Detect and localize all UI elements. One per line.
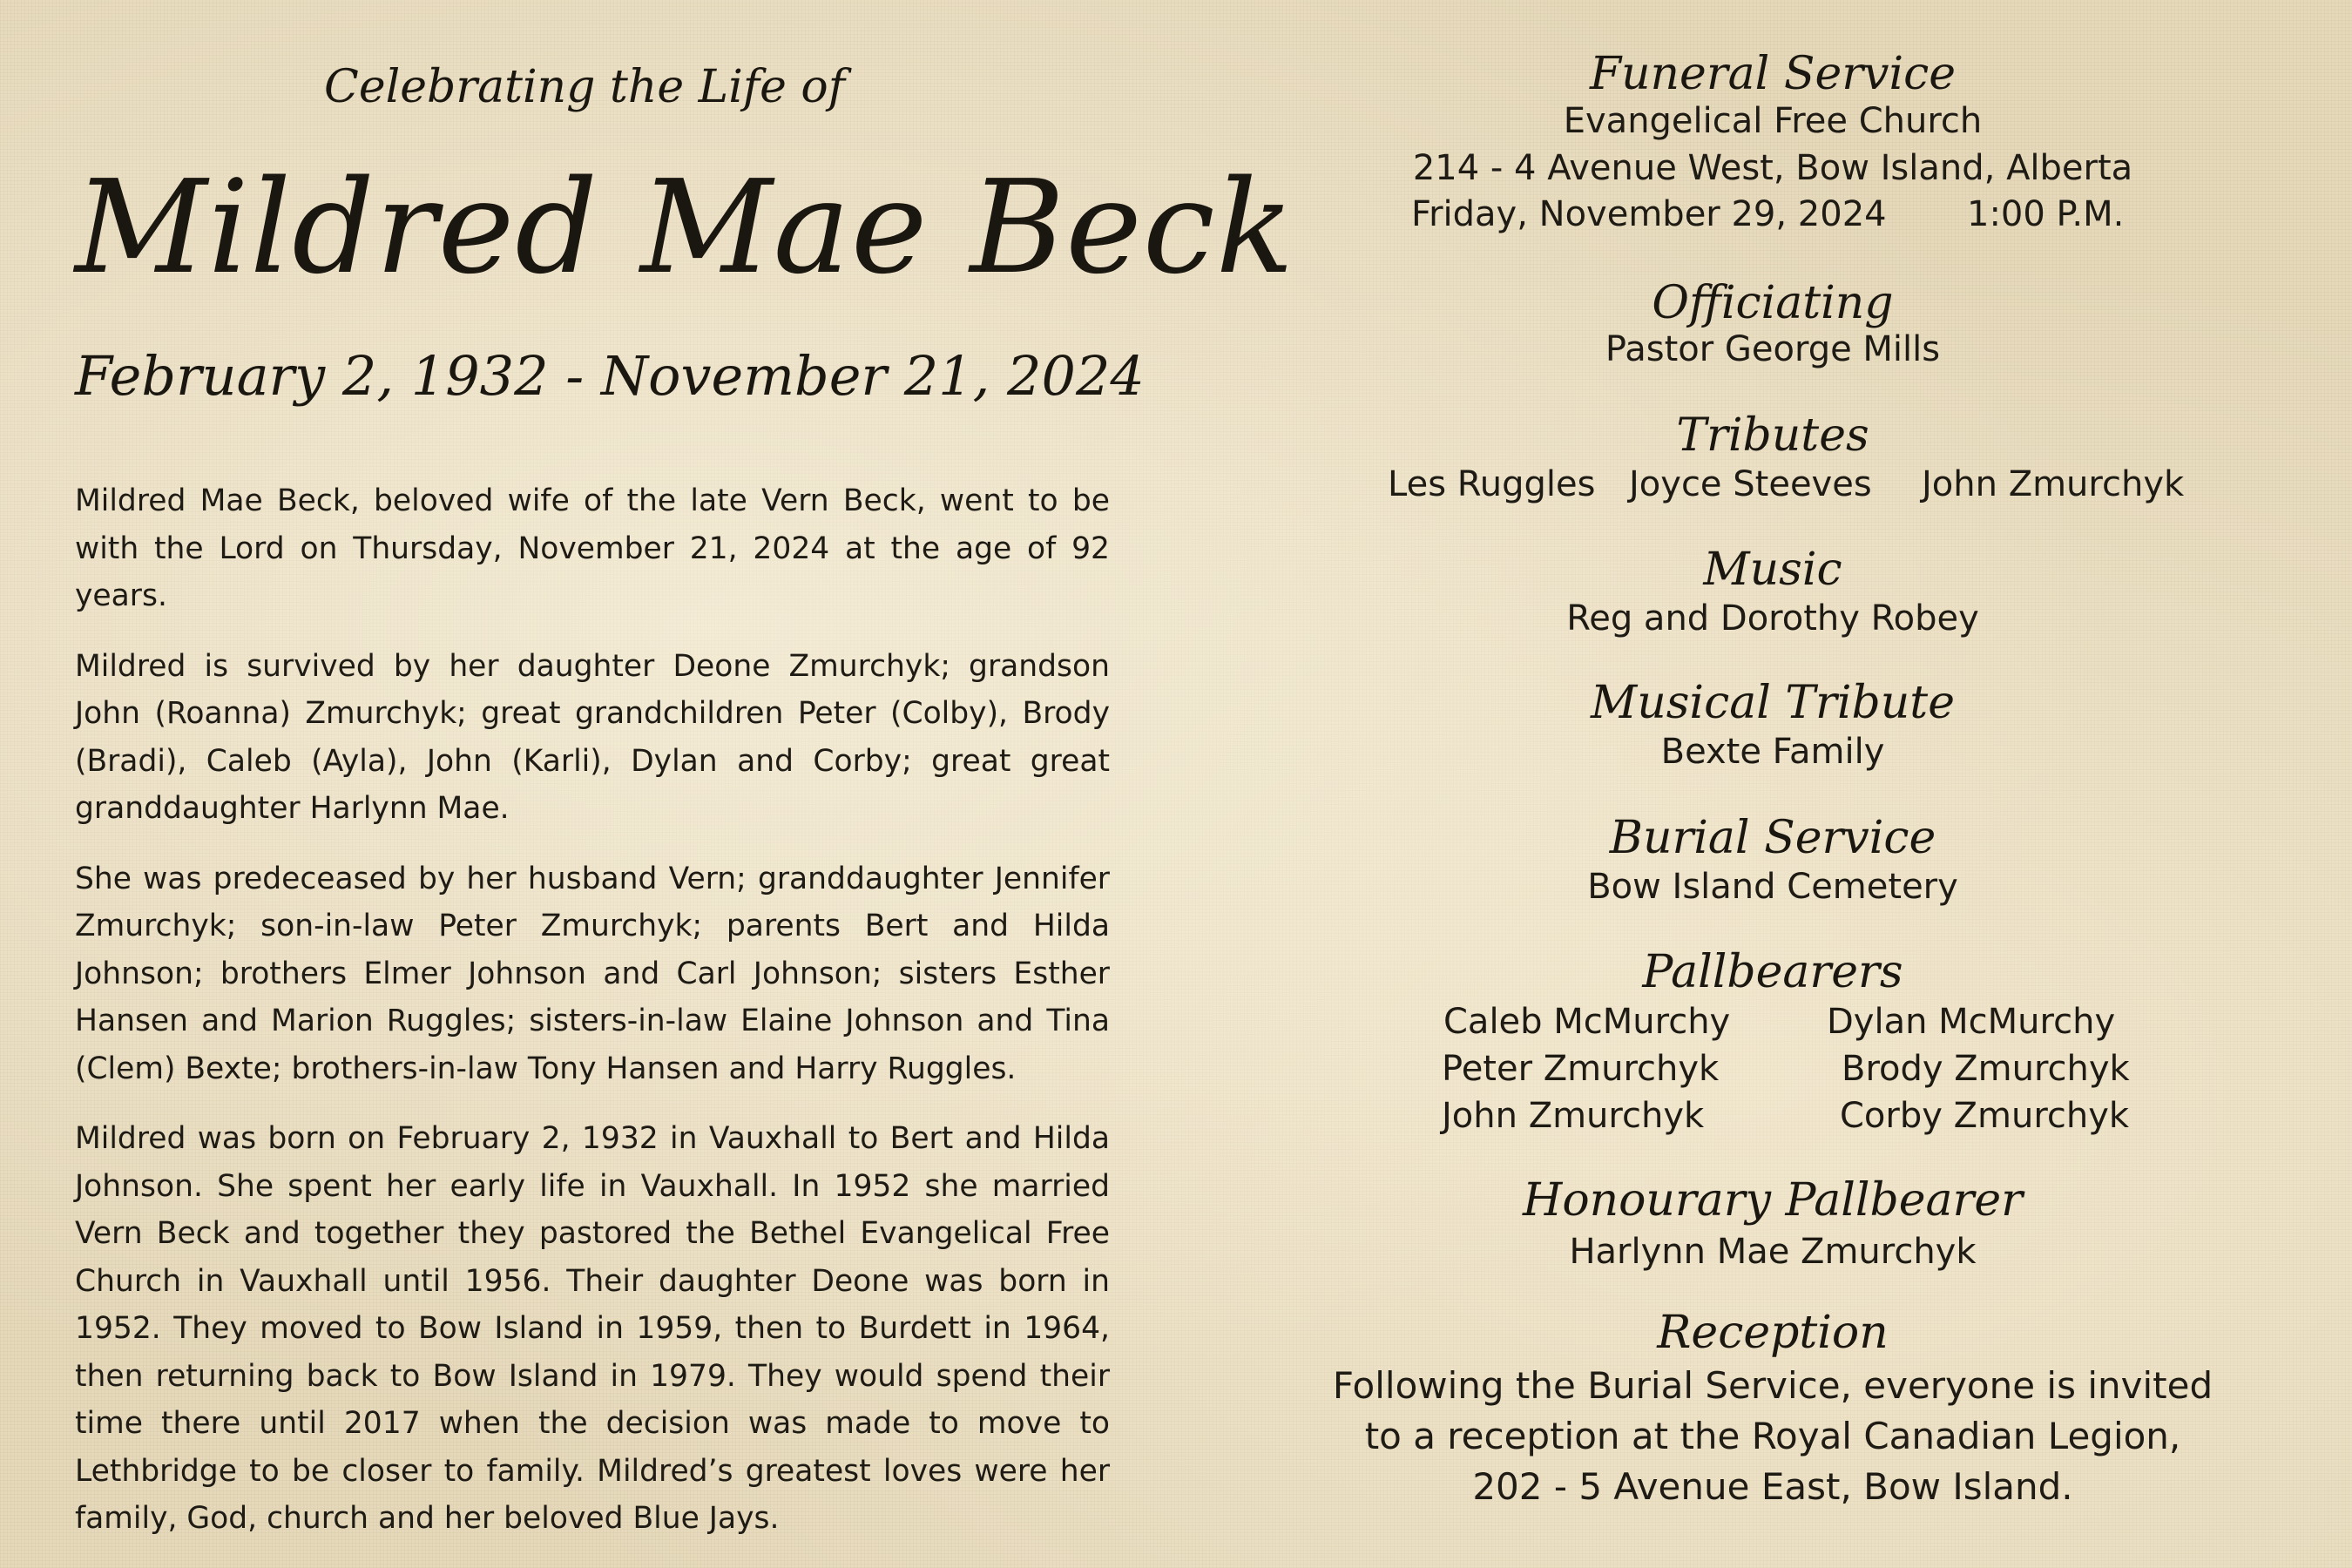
reception-line: 202 - 5 Avenue East, Bow Island.: [1472, 1465, 2073, 1508]
pallbearer-name: John Zmurchyk: [1442, 1096, 1705, 1136]
reception-line: Following the Burial Service, everyone is invited: [1332, 1364, 2213, 1407]
tribute-name: John Zmurchyk: [1922, 464, 2185, 504]
burial-service-heading: Burial Service: [1609, 812, 1936, 864]
celebrating-heading: Celebrating the Life of: [324, 61, 845, 113]
reception-line: to a reception at the Royal Canadian Legion,: [1364, 1415, 2181, 1457]
officiating-heading: Officiating: [1652, 277, 1894, 329]
tribute-name: Joyce Steeves: [1629, 464, 1872, 504]
tributes-heading: Tributes: [1676, 409, 1869, 462]
funeral-service-heading: Funeral Service: [1589, 48, 1956, 100]
service-date: Friday, November 29, 2024: [1411, 194, 1887, 234]
music-names: Reg and Dorothy Robey: [1566, 598, 1979, 639]
deceased-name: Mildred Mae Beck: [75, 152, 1295, 302]
burial-place: Bow Island Cemetery: [1587, 867, 1958, 907]
honourary-pallbearer-heading: Honourary Pallbearer: [1522, 1174, 2024, 1227]
service-time: 1:00 P.M.: [1967, 194, 2125, 234]
officiant-name: Pastor George Mills: [1605, 329, 1941, 369]
obituary-paragraph: Mildred Mae Beck, beloved wife of the late Vern Beck, went to be with the Lord on Thursday, November 21, 2024 at the age of 92 years.: [75, 483, 1110, 613]
church-address: 214 - 4 Avenue West, Bow Island, Alberta: [1412, 148, 2133, 188]
music-heading: Music: [1703, 544, 1842, 596]
church-name: Evangelical Free Church: [1563, 101, 1983, 141]
tribute-name: Les Ruggles: [1388, 464, 1596, 504]
obituary-paragraph: Mildred is survived by her daughter Deone Zmurchyk; grandson John (Roanna) Zmurchyk; great grandchildren Peter (Colby), Brody (Bradi), Caleb (Ayla), John (Karli), Dylan and Corby; great great granddaughter Harlynn Mae.: [75, 648, 1110, 826]
life-dates: February 2, 1932 - November 21, 2024: [75, 344, 1145, 408]
reception-heading: Reception: [1657, 1307, 1889, 1359]
musical-tribute-heading: Musical Tribute: [1591, 677, 1955, 729]
musical-tribute-name: Bexte Family: [1660, 732, 1885, 772]
pallbearer-name: Dylan McMurchy: [1827, 1002, 2116, 1042]
pallbearer-name: Corby Zmurchyk: [1840, 1096, 2130, 1136]
pallbearer-name: Caleb McMurchy: [1443, 1002, 1731, 1042]
honourary-pallbearer-name: Harlynn Mae Zmurchyk: [1569, 1232, 1977, 1272]
pallbearer-name: Peter Zmurchyk: [1442, 1049, 1720, 1089]
obituary-paragraph: She was predeceased by her husband Vern; granddaughter Jennifer Zmurchyk; son-in-law Peter Zmurchyk; parents Bert and Hilda Johnson; brothers Elmer Johnson and Carl Johnson; sisters Esther Hansen and Marion Ruggles; sisters-in-law Elaine Johnson and Tina (Clem) Bexte; brothers-in-law Tony Hansen and Harry Ruggles.: [75, 861, 1110, 1086]
pallbearer-name: Brody Zmurchyk: [1842, 1049, 2130, 1089]
obituary-text: [75, 477, 1110, 1565]
obituary-paragraph: Mildred was born on February 2, 1932 in Vauxhall to Bert and Hilda Johnson. She spent her early life in Vauxhall. In 1952 she married Vern Beck and together they pastored the Bethel Evangelical Free Church in Vauxhall until 1956. Their daughter Deone was born in 1952. They moved to Bow Island in 1959, then to Burdett in 1964, then returning back to Bow Island in 1979. They would spend their time there until 2017 when the decision was made to move to Lethbridge to be closer to family. Mildred’s greatest loves were her family, God, church and her beloved Blue Jays.: [75, 1121, 1110, 1536]
pallbearers-heading: Pallbearers: [1642, 946, 1903, 998]
